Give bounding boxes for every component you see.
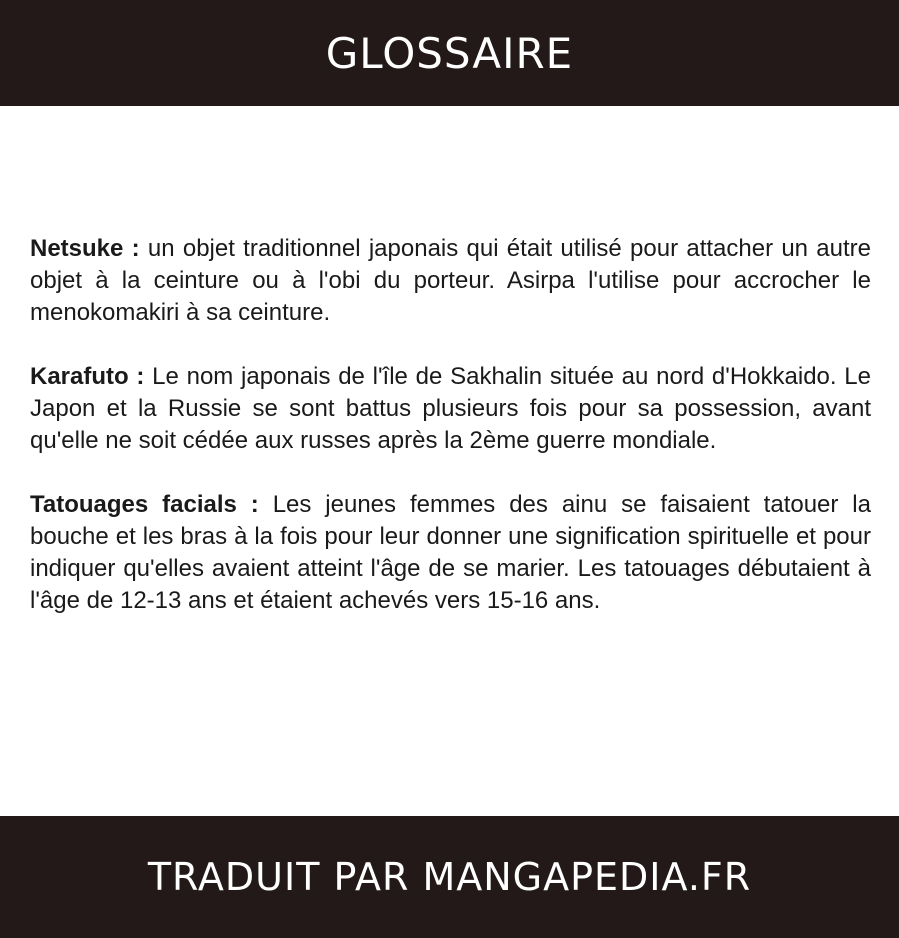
- glossary-definition: Le nom japonais de l'île de Sakhalin située au nord d'Hokkaido. Le Japon et la Russie se sont battus plusieurs fois pour sa possession, avant qu'elle ne soit cédée aux russes après la 2ème guerre mondiale.: [30, 363, 871, 454]
- footer-band: [0, 816, 899, 938]
- glossary-term: Karafuto :: [30, 363, 145, 390]
- glossary-term: Netsuke :: [30, 235, 140, 262]
- glossary-entry-karafuto: [30, 361, 871, 457]
- glossary-term: Tatouages facials :: [30, 491, 259, 518]
- page-title: GLOSSAIRE: [325, 28, 574, 78]
- header-band: [0, 0, 899, 106]
- glossary-definition: Les jeunes femmes des ainu se faisaient tatouer la bouche et les bras à la fois pour leur donner une signification spirituelle et pour indiquer qu'elles avaient atteint l'âge de se marier. Les tatouages débutaient à l'âge de 12-13 ans et étaient achevés vers 15-16 ans.: [30, 491, 871, 614]
- glossary-entry-netsuke: [30, 233, 871, 329]
- glossary-list: [30, 233, 871, 649]
- glossary-entry-tatouages: [30, 489, 871, 617]
- glossary-definition: un objet traditionnel japonais qui était utilisé pour attacher un autre objet à la ceinture ou à l'obi du porteur. Asirpa l'utilise pour accrocher le menokomakiri à sa ceinture.: [30, 235, 871, 326]
- translator-credit: TRADUIT PAR MANGAPEDIA.FR: [147, 855, 752, 899]
